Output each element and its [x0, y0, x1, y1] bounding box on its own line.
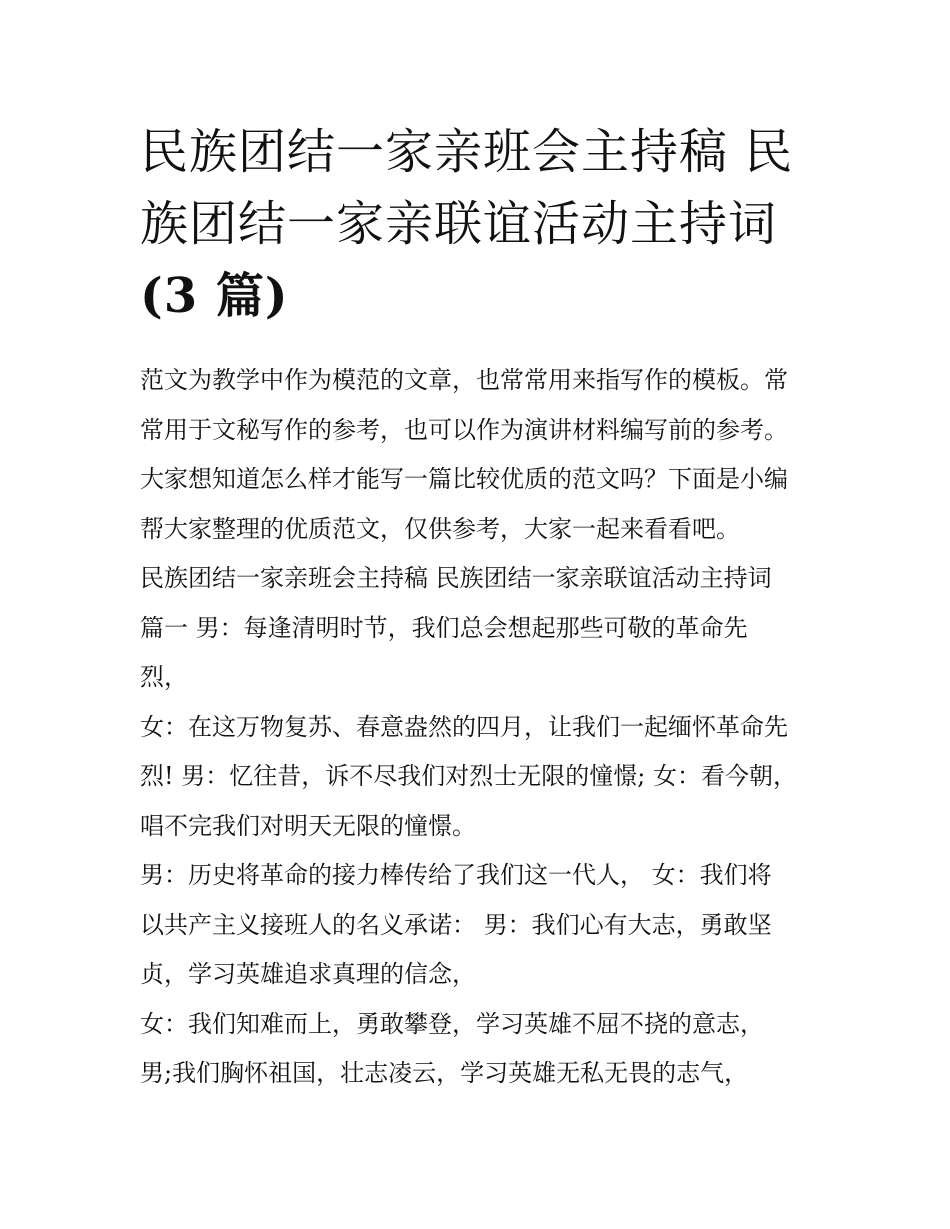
body-line: 民族团结一家亲班会主持稿 民族团结一家亲联谊活动主持词	[140, 564, 772, 592]
body-line: 篇一 男：每逢清明时节，我们总会想起那些可敬的革命先	[140, 613, 748, 642]
title-line-3: (3 篇)	[140, 268, 289, 324]
body-line: 大家想知道怎么样才能写一篇比较优质的范文吗？下面是小编	[140, 465, 788, 493]
body-line: 男;我们胸怀祖国，壮志凌云，学习英雄无私无畏的志气，	[140, 1059, 749, 1087]
body-line: 烈，	[140, 663, 188, 691]
title-line-1: 民族团结一家亲班会主持稿 民	[140, 124, 794, 180]
body-line: 女：我们知难而上，勇敢攀登，学习英雄不屈不挠的意志，	[140, 1009, 764, 1038]
body-line: 唱不完我们对明天无限的憧憬。	[140, 811, 476, 840]
body-line: 女：在这万物复苏、春意盎然的四月，让我们一起缅怀革命先	[140, 712, 788, 741]
document-title	[140, 116, 820, 332]
body-line: 范文为教学中作为模范的文章，也常常用来指写作的模板。常	[140, 366, 788, 394]
body-line: 以共产主义接班人的名义承诺： 男：我们心有大志，勇敢坚	[140, 910, 772, 939]
body-line: 贞，学习英雄追求真理的信念，	[140, 960, 476, 988]
body-line: 常用于文秘写作的参考，也可以作为演讲材料编写前的参考。	[140, 415, 788, 444]
body-line: 男：历史将革命的接力棒传给了我们这一代人， 女：我们将	[140, 861, 772, 889]
document-body	[140, 356, 820, 1099]
title-line-2: 族团结一家亲联谊活动主持词	[140, 196, 778, 252]
body-line: 帮大家整理的优质范文，仅供参考，大家一起来看看吧。	[140, 514, 740, 543]
body-line: 烈! 男：忆往昔，诉不尽我们对烈士无限的憧憬; 女：看今朝，	[140, 762, 797, 790]
